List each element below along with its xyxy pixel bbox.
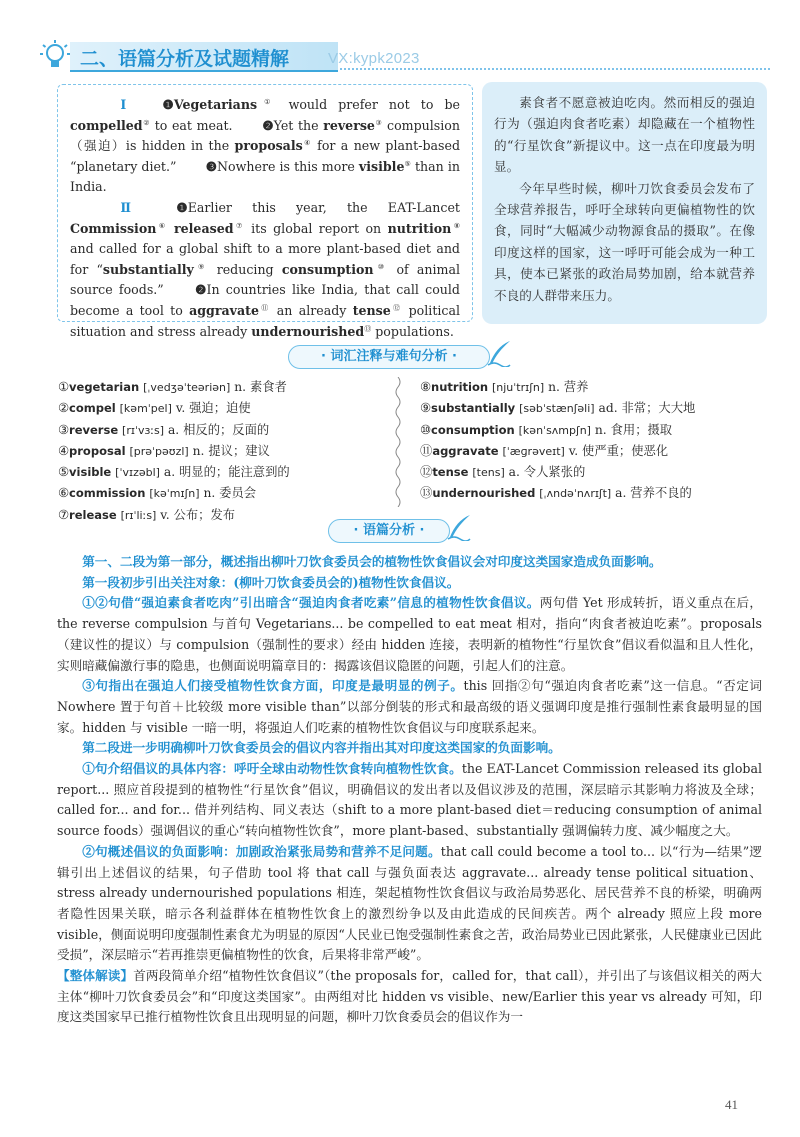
- overall-interpretation: [57, 966, 762, 1028]
- vocab-index: ⑫: [390, 303, 403, 312]
- passage-text: an already: [270, 302, 353, 318]
- vocab-definition: a. 令人紧张的: [504, 465, 586, 480]
- vocab-definition: a. 明显的；能注意到的: [159, 465, 290, 480]
- vocab-phonetic: [rɪˈliːs]: [120, 508, 157, 522]
- vocab-entry: [58, 483, 290, 504]
- vocab-word: substantially: [102, 261, 194, 277]
- vocab-list-left: [58, 377, 290, 526]
- vocab-number: ⑨: [420, 401, 432, 416]
- vocab-definition: n. 营养: [544, 380, 589, 394]
- vocab-index: ⑪: [258, 303, 271, 312]
- vocab-headword: aggravate: [432, 443, 499, 458]
- vocab-headword: vegetarian: [69, 380, 140, 394]
- passage-text: Yet the: [273, 117, 324, 133]
- analysis-paragraph: [57, 842, 762, 966]
- vocab-phonetic: [njuˈtrɪʃn]: [491, 381, 545, 394]
- analysis-paragraph: [57, 593, 762, 676]
- vocab-number: ⑫: [420, 465, 433, 480]
- analysis-heading: 第一、二段为第一部分，概述指出柳叶刀饮食委员会的植物性饮食倡议会对印度这类国家造成负面影响。: [82, 554, 662, 569]
- analysis-text: the EAT-Lancet Commission released its global report... 照应首段提到的植物性“行星饮食”倡议，明确倡议的发出者以及倡议涉及的范围，深层暗示其影响力将波及全球；called for... and for... 借并列结构、同义表达（shift to a more plant-based diet＝reducing consumption of animal source foods）强调倡议的重心“转向植物性饮食”，more plant-based、substantially 强调偏转力度、减少幅度之大。: [57, 761, 763, 839]
- vocab-phonetic: [tens]: [472, 466, 505, 480]
- vocab-headword: compel: [69, 401, 116, 416]
- vocab-index: ③: [374, 118, 383, 127]
- analysis-point: ②句概述倡议的负面影响：加剧政治紧张局势和营养不足问题。: [82, 843, 441, 859]
- vocab-entry: [58, 441, 290, 462]
- vocab-phonetic: [rɪˈvɜːs]: [122, 423, 165, 437]
- sentence-marker: ❶: [176, 199, 188, 215]
- section-header: [40, 36, 770, 76]
- vocab-headword: reverse: [69, 422, 119, 437]
- analysis-text: 两句借 Yet 形成转折，语义重点在后，the reverse compulsion 与首句 Vegetarians... be compelled to eat meat 相对，指向“肉食者被迫吃素”。proposals（建议性的提议）与 compulsion（强制性的要求）经由 hidden 连接，表明新的植物性“行星饮食”倡议看似温和且人性化，实则暗藏偏激行事的隐患，也侧面说明篇章目的：揭露该倡议隐匿的问题，引起人们的注意。: [57, 595, 762, 673]
- vocab-entry: [420, 420, 695, 441]
- vocab-index: ⑬: [364, 324, 372, 333]
- passage-text: to eat meat.: [150, 117, 238, 133]
- header-divider: [340, 68, 770, 70]
- analysis-section-title: · 语篇分析 ·: [328, 519, 450, 543]
- vocab-index: ⑤: [404, 159, 411, 168]
- sentence-marker: ❶: [162, 97, 174, 112]
- vocab-word: proposals: [234, 138, 303, 154]
- vocab-index: ⑩: [373, 262, 389, 271]
- vocab-entry: [420, 377, 695, 398]
- analysis-text: that call could become a tool to... 以“行为—结果”逻辑引出上述倡议的结果，句子借助 tool 将 that call 与强负面表达 aggravate... already tense political situation、stress already undernourished populations 相连，架起植物性饮食倡议与政治局势恶化、居民营养不良的桥梁，明确两者隐性因果关联，暗示各利益群体在植物性饮食上的激烈纷争以及由此造成的民间疾苦。两个 already 照应上段 more visible，侧面说明印度强制性素食尤为明显的原因“人民业已饱受强制性素食之苦，政治局势业已因此紧张，人民健康业已因此受损”，深层暗示“若再推崇更偏植物性的饮食，后果将非常严峻”。: [57, 843, 762, 963]
- vocab-word: compelled: [70, 117, 143, 133]
- vocab-number: ②: [58, 401, 70, 416]
- passage-text: compulsion（强迫）is hidden in the: [70, 117, 460, 154]
- vocab-entry: [420, 483, 695, 504]
- vocab-phonetic: [ˈæɡrəveɪt]: [502, 444, 565, 458]
- vocab-entry: [58, 420, 290, 441]
- vocab-divider: [393, 377, 403, 507]
- vocab-headword: tense: [432, 465, 469, 480]
- vocab-definition: a. 营养不良的: [611, 486, 692, 501]
- vocab-headword: release: [69, 507, 117, 522]
- passage-text: for a new plant-based “planetary diet.”: [70, 138, 461, 174]
- vocab-entry: [420, 398, 695, 419]
- vocab-number: ④: [58, 443, 70, 458]
- vocab-phonetic: [kəmˈpel]: [119, 402, 172, 416]
- vocab-index: ⑦: [233, 221, 245, 230]
- vocab-list-right: [420, 377, 695, 505]
- vocab-index: ⑨: [193, 262, 209, 271]
- vocab-index: ⑥: [156, 221, 168, 230]
- vocab-phonetic: [prəˈpəʊzl]: [129, 444, 189, 458]
- sentence-marker: ❷: [262, 117, 274, 133]
- vocab-headword: undernourished: [432, 486, 536, 501]
- quill-pen-icon: [446, 513, 472, 541]
- vocab-entry: [58, 462, 290, 483]
- vocab-number: ⑦: [58, 507, 70, 522]
- analysis-text: this 回指②句“强迫肉食者吃素”这一信息。“否定词 Nowhere 置于句首＋比较级 more visible than”以部分倒装的形式和最高级的语义强调印度是推行强制性素食最明显的国家。hidden 与 visible 一暗一明，将强迫人们吃素的植物性饮食倡议与印度联系起来。: [57, 678, 762, 735]
- vocab-number: ①: [58, 380, 70, 394]
- discourse-analysis: [57, 552, 762, 1028]
- vocab-headword: commission: [69, 486, 146, 501]
- vocab-phonetic: [səbˈstænʃəli]: [519, 402, 595, 416]
- vocab-definition: v. 使严重；使恶化: [564, 443, 669, 458]
- passage-text: populations.: [371, 323, 454, 339]
- analysis-subheading: 第二段进一步明确柳叶刀饮食委员会的倡议内容并指出其对印度这类国家的负面影响。: [82, 740, 561, 756]
- vocab-entry: [58, 398, 290, 419]
- passage-text: and called for a global shift to a more plant-based diet and for “: [70, 241, 460, 277]
- vocab-section-header: [0, 343, 800, 369]
- vocab-definition: v. 强迫；迫使: [171, 401, 251, 416]
- vocab-index: ④: [302, 139, 312, 147]
- page-number: 41: [725, 1097, 738, 1112]
- vocab-phonetic: [ˈvɪzəbl]: [115, 466, 160, 480]
- vocab-word: Vegetarians: [173, 97, 258, 112]
- vocab-phonetic: [kənˈsʌmpʃn]: [518, 423, 591, 437]
- interpretation-tag: 【整体解读】: [57, 968, 134, 984]
- vocab-entry: [420, 462, 695, 483]
- vocab-word: reverse: [323, 117, 375, 133]
- vocab-number: ⑩: [420, 422, 432, 437]
- vocab-headword: consumption: [431, 422, 515, 437]
- analysis-point: ③句指出在强迫人们接受植物性饮食方面，印度是最明显的例子。: [82, 678, 464, 694]
- passage-paragraph-2: [70, 198, 460, 342]
- vocab-number: ⑪: [420, 443, 433, 458]
- vocab-word: tense: [352, 302, 391, 318]
- translation-paragraph-1: 素食者不愿意被迫吃肉。然而相反的强迫行为（强迫肉食者吃素）却隐藏在一个植物性的“行星饮食”新提议中。这一点在印度最为明显。: [494, 95, 755, 175]
- vocab-entry: [58, 377, 290, 398]
- lightbulb-icon: [40, 39, 70, 73]
- analysis-subheading: 第一段初步引出关注对象：(柳叶刀饮食委员会的)植物性饮食倡议。: [82, 574, 460, 590]
- vocab-number: ⑬: [420, 486, 433, 501]
- vocab-word: nutrition: [387, 220, 452, 236]
- analysis-paragraph: [57, 759, 762, 842]
- analysis-section-header: [0, 517, 800, 543]
- vocab-headword: visible: [69, 465, 112, 480]
- watermark-text: VX:kypk2023: [328, 50, 420, 67]
- analysis-text: 首两段简单介绍“植物性饮食倡议”（the proposals for，called for，that call），并引出了与该倡议相关的两大主体“柳叶刀饮食委员会”和“印度这类国家”。由两组对比 hidden vs visible、new/Earlier this year vs already 可知，印度这类国家早已推行植物性饮食且出现明显的问题，柳叶刀饮食委员会的倡议作为一: [57, 968, 763, 1025]
- vocab-entry: [420, 441, 695, 462]
- vocab-headword: nutrition: [431, 380, 489, 394]
- vocab-phonetic: [kəˈmɪʃn]: [149, 487, 200, 501]
- vocab-word: consumption: [281, 261, 374, 277]
- paragraph-marker: Ⅱ: [120, 199, 131, 215]
- passage-text: In countries like India, that call could become a tool to: [70, 282, 460, 318]
- chinese-translation: [482, 82, 767, 324]
- vocab-headword: substantially: [431, 401, 516, 416]
- vocab-index: ⑧: [451, 221, 461, 230]
- vocab-definition: a. 相反的；反面的: [164, 422, 270, 437]
- vocab-definition: n. 提议；建议: [188, 443, 270, 458]
- vocab-word: released: [174, 220, 234, 236]
- passage-text: than in India.: [70, 158, 461, 195]
- passage-text: reducing: [208, 261, 282, 277]
- analysis-paragraph: [57, 676, 762, 738]
- passage-text: of animal source foods.”: [70, 261, 461, 298]
- passage-text: would prefer not to be: [277, 97, 460, 112]
- vocab-index: ②: [142, 118, 151, 127]
- passage-text: its global report on: [244, 220, 388, 236]
- vocab-definition: ad. 非常；大大地: [594, 401, 696, 416]
- translation-paragraph-2: 今年早些时候，柳叶刀饮食委员会发布了全球营养报告，呼吁全球转向更偏植物性的饮食，同时“大幅减少动物源食品的摄取”。在像印度这样的国家，这一呼吁可能会成为一种工具，使本已紧张的政治局势加剧，给本就营养不良的人群带来压力。: [494, 180, 755, 303]
- vocab-word: undernourished: [251, 323, 365, 339]
- vocab-definition: n. 素食者: [230, 380, 287, 394]
- passage-text: Earlier this year, the EAT-Lancet: [187, 199, 460, 215]
- vocab-section-title: · 词汇注释与难句分析 ·: [288, 345, 490, 369]
- sentence-marker: ❸: [205, 158, 217, 174]
- vocab-definition: n. 委员会: [199, 486, 257, 501]
- vocab-word: aggravate: [189, 302, 259, 318]
- vocab-number: ⑧: [420, 380, 432, 394]
- vocab-number: ③: [58, 422, 70, 437]
- vocab-phonetic: [ˌʌndəˈnʌrɪʃt]: [539, 487, 612, 501]
- passage-text: political situation and stress already: [70, 302, 461, 339]
- paragraph-marker: Ⅰ: [120, 97, 127, 112]
- analysis-point: ①②句借“强迫素食者吃肉”引出暗含“强迫肉食者吃素”信息的植物性饮食倡议。: [82, 595, 540, 611]
- vocab-number: ⑤: [58, 465, 70, 480]
- section-title: 二、语篇分析及试题精解: [80, 48, 290, 70]
- vocab-definition: v. 公布；发布: [156, 507, 236, 522]
- vocab-word: Commission: [70, 220, 157, 236]
- passage-paragraph-1: [70, 95, 460, 198]
- passage-text: Nowhere is this more: [217, 158, 359, 174]
- vocab-word: visible: [358, 158, 405, 174]
- vocab-headword: proposal: [69, 443, 126, 458]
- vocab-number: ⑥: [58, 486, 70, 501]
- vocab-definition: n. 食用；摄取: [590, 422, 673, 437]
- quill-pen-icon: [486, 339, 512, 367]
- vocab-index: ①: [257, 97, 278, 106]
- english-passage: [57, 84, 473, 339]
- analysis-point: ①句介绍倡议的具体内容：呼吁全球由动物性饮食转向植物性饮食。: [82, 761, 462, 777]
- vocab-phonetic: [ˌvedʒəˈteəriən]: [143, 381, 231, 394]
- sentence-marker: ❷: [195, 282, 207, 298]
